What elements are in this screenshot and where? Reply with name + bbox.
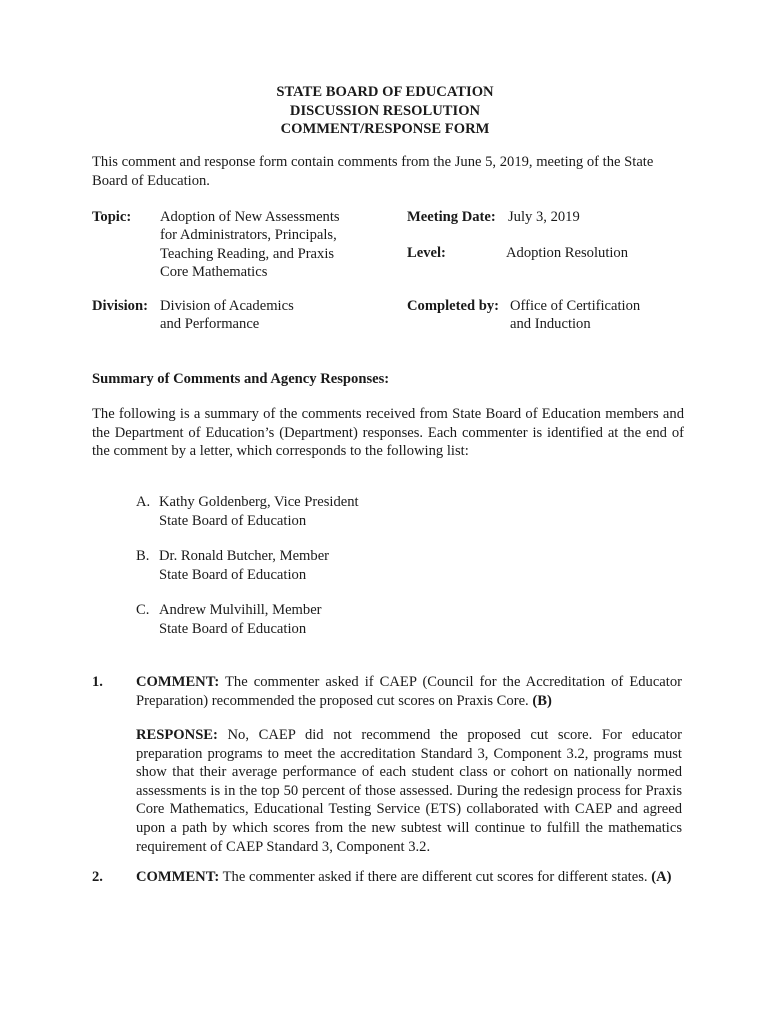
commenter-org: State Board of Education	[159, 620, 307, 637]
item-number: 1.	[92, 674, 103, 690]
completed-by-line: Office of Certification	[510, 298, 641, 314]
commenter-letter: A.	[136, 494, 151, 510]
comment-ref: (B)	[532, 692, 552, 709]
item-number: 2.	[92, 869, 103, 885]
commenter-item	[159, 601, 322, 638]
comment-block	[136, 673, 682, 710]
comment-label: COMMENT:	[136, 869, 220, 885]
comment-label: COMMENT:	[136, 674, 220, 690]
topic-line: Teaching Reading, and Praxis	[160, 245, 335, 262]
comment-block	[136, 868, 682, 887]
comment-text: The commenter asked if there are different cut scores for different states.	[222, 869, 648, 885]
completed-by-value	[510, 297, 640, 334]
commenter-name: Kathy Goldenberg, Vice President	[159, 494, 359, 510]
commenter-letter: C.	[136, 602, 150, 618]
summary-paragraph: The following is a summary of the comments received from State Board of Education members and the Department of Education’s (Department) responses. Each commenter is identified at the end of the comment by a letter, which corresponds to the following list:	[92, 406, 684, 460]
topic-line: Adoption of New Assessments	[160, 209, 340, 225]
commenter-item	[159, 493, 359, 530]
division-line: Division of Academics	[160, 298, 294, 314]
meeting-date-value: July 3, 2019	[508, 209, 580, 225]
topic-value	[160, 208, 340, 282]
commenter-name: Dr. Ronald Butcher, Member	[159, 548, 330, 564]
comment-ref: (A)	[651, 869, 672, 885]
response-block	[136, 726, 682, 856]
response-text: No, CAEP did not recommend the proposed cut score. For educator preparation programs to meet the accreditation Standard 3, Component 3.2, programs must show that their average performance of each student class or cohort on nationally normed assessments is in the top 50 percent of those assessed. During the redesign process for Praxis Core Mathematics, Educational Testing Service (ETS) collaborated with CAEP and agreed upon a path by which scores from the new subtest will continue to fulfill the mathematics requirement of CAEP Standard 3, Component 3.2.	[136, 727, 682, 855]
comment-text: The commenter asked if CAEP (Council for the Accreditation of Educator Preparation) recommended the proposed cut scores on Praxis Core.	[136, 674, 682, 709]
title-line-1: STATE BOARD OF EDUCATION	[276, 84, 494, 100]
title-line-2: DISCUSSION RESOLUTION	[289, 102, 481, 119]
commenter-letter: B.	[136, 548, 150, 564]
topic-line: Core Mathematics	[160, 264, 268, 281]
commenter-item	[159, 547, 329, 584]
topic-label: Topic:	[92, 209, 132, 225]
topic-line: for Administrators, Principals,	[160, 227, 337, 244]
level-label: Level:	[407, 245, 446, 261]
completed-by-label: Completed by:	[407, 298, 500, 314]
commenter-org: State Board of Education	[159, 566, 307, 583]
completed-by-line: and Induction	[510, 316, 591, 333]
commenter-name: Andrew Mulvihill, Member	[159, 602, 322, 618]
summary-heading: Summary of Comments and Agency Responses:	[92, 371, 390, 387]
document-title	[0, 83, 770, 139]
response-label: RESPONSE:	[136, 727, 218, 743]
level-value: Adoption Resolution	[506, 245, 629, 261]
meeting-date-label: Meeting Date:	[407, 209, 496, 225]
commenter-org: State Board of Education	[159, 512, 307, 529]
intro-paragraph: This comment and response form contain comments from the June 5, 2019, meeting of the State Board of Education.	[92, 154, 654, 189]
division-value	[160, 297, 294, 334]
title-line-3: COMMENT/RESPONSE FORM	[280, 121, 490, 138]
division-label: Division:	[92, 298, 148, 314]
division-line: and Performance	[160, 316, 260, 333]
